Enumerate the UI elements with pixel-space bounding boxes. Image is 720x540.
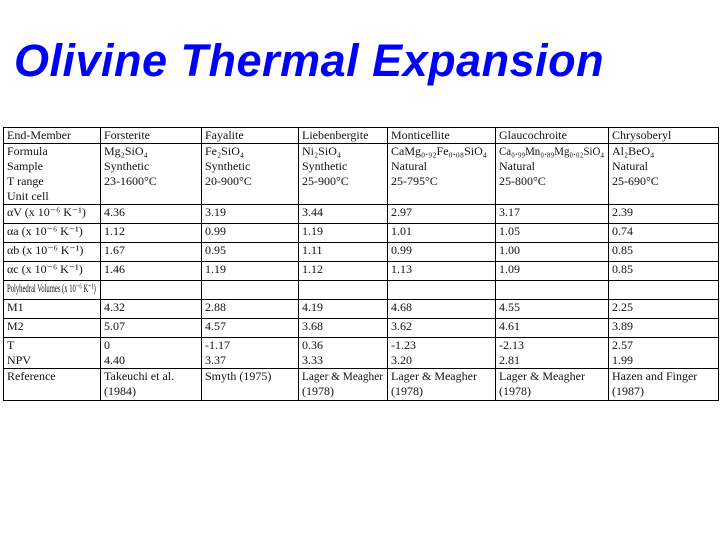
cell-text: Ni₂SiO₄ (302, 144, 342, 158)
table-cell (388, 281, 496, 300)
cell-text: 4.40 (104, 353, 125, 367)
cell-text: -1.23 (391, 338, 416, 352)
cell-text: 2.97 (391, 205, 412, 219)
cell-text: αV (x 10⁻⁶ K⁻¹) (7, 205, 86, 219)
thermal-expansion-table (3, 127, 719, 401)
table-cell (609, 243, 719, 262)
table-cell (496, 300, 609, 319)
table-cell (101, 300, 202, 319)
table-cell (299, 369, 388, 401)
cell-text: Natural (612, 159, 648, 173)
table-cell (299, 300, 388, 319)
cell-text: 3.68 (302, 319, 323, 333)
table-cell (299, 243, 388, 262)
cell-text: -1.17 (205, 338, 230, 352)
cell-text: 3.44 (302, 205, 323, 219)
cell-text: 1.05 (499, 224, 520, 238)
cell-text: 4.36 (104, 205, 125, 219)
table-cell (299, 338, 388, 369)
table-cell (496, 338, 609, 369)
cell-text: Monticellite (391, 128, 450, 142)
cell-text: Synthetic (104, 159, 150, 173)
table-cell (496, 224, 609, 243)
table-cell (299, 281, 388, 300)
cell-text: 4.19 (302, 300, 323, 314)
cell-text: 2.57 (612, 338, 633, 352)
cell-text: Synthetic (302, 159, 348, 173)
cell-text: M2 (7, 319, 24, 333)
row-label-cell (4, 338, 101, 369)
table-cell (202, 281, 299, 300)
cell-text: 1.67 (104, 243, 125, 257)
table-cell (609, 128, 719, 144)
table-cell (202, 144, 299, 205)
table-cell (609, 144, 719, 205)
cell-text: 3.19 (205, 205, 226, 219)
table-cell (496, 281, 609, 300)
table-cell (299, 262, 388, 281)
table-row (4, 224, 719, 243)
table-cell (202, 224, 299, 243)
table-cell (609, 369, 719, 401)
cell-text: (1984) (104, 384, 136, 398)
table-cell (388, 205, 496, 224)
cell-text: 1.99 (612, 353, 633, 367)
cell-text: Natural (499, 159, 535, 173)
cell-text: 4.61 (499, 319, 520, 333)
cell-text: 3.17 (499, 205, 520, 219)
cell-text: 1.09 (499, 262, 520, 276)
cell-text: NPV (7, 353, 32, 367)
row-label-cell (4, 262, 101, 281)
cell-text: 0.95 (205, 243, 226, 257)
cell-text: Mg₂SiO₄ (104, 144, 148, 158)
cell-text: 2.39 (612, 205, 633, 219)
cell-text: 1.19 (302, 224, 323, 238)
table-cell (202, 243, 299, 262)
table-cell (202, 319, 299, 338)
table-cell (496, 128, 609, 144)
row-label-cell (4, 205, 101, 224)
cell-text: αc (x 10⁻⁶ K⁻¹) (7, 262, 83, 276)
cell-text: 4.57 (205, 319, 226, 333)
cell-text: End-Member (7, 128, 71, 142)
table-cell (388, 262, 496, 281)
table-row (4, 262, 719, 281)
cell-text: Lager & Meagher (302, 369, 383, 383)
cell-text: Reference (7, 369, 56, 383)
table-cell (202, 262, 299, 281)
cell-text: 3.89 (612, 319, 633, 333)
row-label-cell (4, 128, 101, 144)
cell-text: (1987) (612, 384, 644, 398)
cell-text: M1 (7, 300, 24, 314)
cell-text: 1.12 (104, 224, 125, 238)
table-cell (388, 338, 496, 369)
cell-text: Fe₂SiO₄ (205, 144, 245, 158)
cell-text: 2.25 (612, 300, 633, 314)
table-cell (496, 262, 609, 281)
table-cell (609, 281, 719, 300)
cell-text: (1978) (499, 384, 531, 398)
cell-text: Polyhedral Volumes (x 10⁻⁶ K⁻¹) (7, 281, 96, 295)
table-cell (496, 144, 609, 205)
table-cell (101, 338, 202, 369)
table-cell (496, 319, 609, 338)
table-cell (101, 369, 202, 401)
cell-text: 4.32 (104, 300, 125, 314)
table-header-row (4, 128, 719, 144)
table-cell (101, 281, 202, 300)
cell-text: 1.13 (391, 262, 412, 276)
cell-text: αa (x 10⁻⁶ K⁻¹) (7, 224, 83, 238)
table-cell (299, 205, 388, 224)
table-cell (299, 224, 388, 243)
table-row (4, 144, 719, 205)
cell-text: 1.46 (104, 262, 125, 276)
cell-text: CaMg₀.₉₂Fe₀.₀₈SiO₄ (391, 144, 487, 158)
cell-text: Al₂BeO₄ (612, 144, 655, 158)
cell-text: 25-690°C (612, 174, 659, 188)
table-cell (202, 300, 299, 319)
table-cell (101, 128, 202, 144)
row-label-cell (4, 319, 101, 338)
cell-text: 1.19 (205, 262, 226, 276)
table-row (4, 205, 719, 224)
cell-text: 25-795°C (391, 174, 438, 188)
table-cell (609, 338, 719, 369)
cell-text: 0.99 (205, 224, 226, 238)
row-label-cell (4, 144, 101, 205)
table-cell (202, 205, 299, 224)
cell-text: 1.12 (302, 262, 323, 276)
table-cell (299, 128, 388, 144)
cell-text: 0.36 (302, 338, 323, 352)
row-label-cell (4, 224, 101, 243)
table-cell (299, 319, 388, 338)
row-label-cell (4, 369, 101, 401)
cell-text: Lager & Meagher (391, 369, 477, 383)
cell-text: Liebenbergite (302, 128, 369, 142)
cell-text: 20-900°C (205, 174, 252, 188)
cell-text: 3.33 (302, 353, 323, 367)
cell-text: Forsterite (104, 128, 150, 142)
cell-text: 1.01 (391, 224, 412, 238)
table-cell (101, 262, 202, 281)
cell-text: 3.20 (391, 353, 412, 367)
table-cell (101, 243, 202, 262)
table-row (4, 281, 719, 300)
cell-text: T (7, 338, 15, 352)
cell-text: T range (7, 174, 44, 188)
table-cell (609, 300, 719, 319)
cell-text: 1.11 (302, 243, 323, 257)
cell-text: Natural (391, 159, 427, 173)
cell-text: 4.68 (391, 300, 412, 314)
cell-text: Lager & Meagher (499, 369, 585, 383)
table-cell (388, 243, 496, 262)
cell-text: Chrysoberyl (612, 128, 672, 142)
cell-text: Takeuchi et al. (104, 369, 175, 383)
row-label-cell (4, 300, 101, 319)
cell-text: Unit cell (7, 189, 49, 203)
cell-text: (1978) (391, 384, 423, 398)
table-row (4, 319, 719, 338)
cell-text: Formula (7, 144, 48, 158)
cell-text: -2.13 (499, 338, 524, 352)
cell-text: 25-900°C (302, 174, 349, 188)
cell-text: 25-800°C (499, 174, 546, 188)
cell-text: 0.74 (612, 224, 633, 238)
cell-text: 5.07 (104, 319, 125, 333)
cell-text: 0.85 (612, 262, 633, 276)
table-cell (609, 224, 719, 243)
cell-text: 0.99 (391, 243, 412, 257)
cell-text: 3.62 (391, 319, 412, 333)
table-cell (609, 262, 719, 281)
table-cell (101, 205, 202, 224)
cell-text: Hazen and Finger (612, 369, 698, 383)
table-cell (388, 144, 496, 205)
table-cell (101, 224, 202, 243)
cell-text: 0 (104, 338, 110, 352)
table-row (4, 300, 719, 319)
cell-text: αb (x 10⁻⁶ K⁻¹) (7, 243, 84, 257)
slide-title: Olivine Thermal Expansion (14, 35, 605, 86)
cell-text: 2.81 (499, 353, 520, 367)
cell-text: Synthetic (205, 159, 251, 173)
cell-text: 0.85 (612, 243, 633, 257)
cell-text: Fayalite (205, 128, 244, 142)
cell-text: 23-1600°C (104, 174, 157, 188)
cell-text: (1978) (302, 384, 334, 398)
table-cell (388, 319, 496, 338)
table-row (4, 243, 719, 262)
cell-text: 1.00 (499, 243, 520, 257)
table-cell (202, 369, 299, 401)
cell-text: 4.55 (499, 300, 520, 314)
table-cell (101, 144, 202, 205)
cell-text: Glaucochroite (499, 128, 567, 142)
table-cell (388, 300, 496, 319)
table-cell (388, 224, 496, 243)
cell-text: 3.37 (205, 353, 226, 367)
table-cell (496, 243, 609, 262)
table-cell (299, 144, 388, 205)
row-label-cell (4, 281, 101, 300)
cell-text: Ca₀.₉₉Mn₀.₈₉Mg₀.₀₂SiO₄ (499, 144, 605, 158)
table-cell (496, 205, 609, 224)
row-label-cell (4, 243, 101, 262)
table-row (4, 338, 719, 369)
cell-text: 2.88 (205, 300, 226, 314)
table-cell (388, 128, 496, 144)
cell-text: Smyth (1975) (205, 369, 272, 383)
table-cell (496, 369, 609, 401)
cell-text: Sample (7, 159, 43, 173)
table-cell (388, 369, 496, 401)
table-row (4, 369, 719, 401)
table-cell (609, 205, 719, 224)
table-cell (101, 319, 202, 338)
table-cell (609, 319, 719, 338)
table-cell (202, 338, 299, 369)
table-cell (202, 128, 299, 144)
